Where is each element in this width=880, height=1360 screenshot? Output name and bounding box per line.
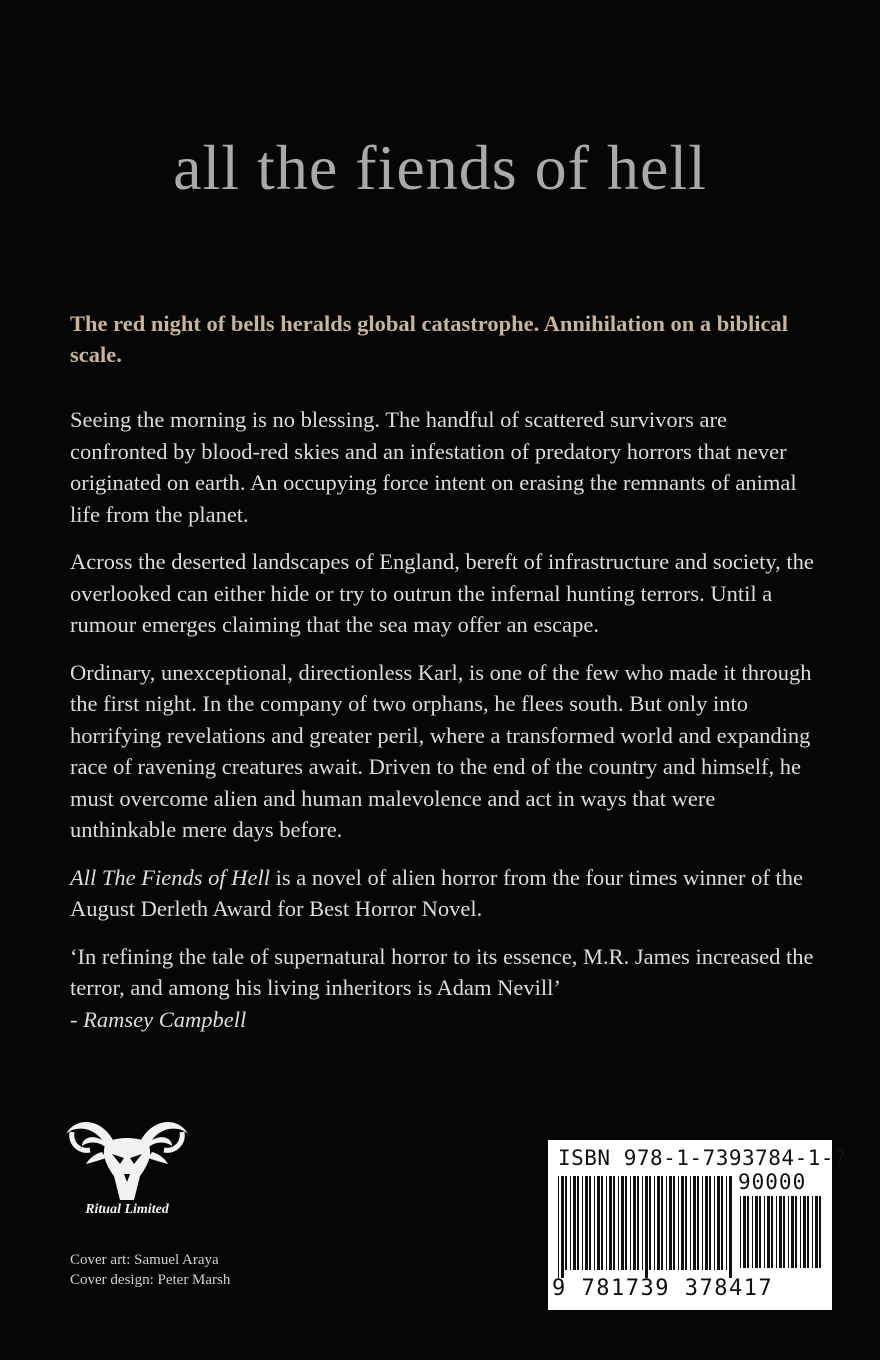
award-book-title: All The Fiends of Hell: [70, 864, 270, 890]
isbn-label: ISBN 978-1-7393784-1-7: [558, 1146, 848, 1170]
publisher-name: Ritual Limited: [85, 1202, 169, 1217]
quote-text: ‘In refining the tale of supernatural horror to its essence, M.R. James increased the terror, and among his living inheritors is Adam Nevill’: [70, 943, 814, 1000]
book-title: all the fiends of hell: [173, 132, 707, 203]
award-paragraph: [70, 862, 814, 925]
blurb-paragraph: Across the deserted landscapes of England, bereft of infrastructure and society, the overlooked can either hide or try to outrun the infernal hunting terrors. Until a rumour emerges claiming that the sea may offer an escape.: [70, 549, 814, 637]
blurb-paragraph: Seeing the morning is no blessing. The handful of scattered survivors are confronted by blood-red skies and an infestation of predatory horrors that never originated on earth. An occupying force intent on erasing the remnants of animal life from the planet.: [70, 407, 797, 527]
addon-barcode-bars-icon: [740, 1196, 822, 1276]
blurb: [70, 308, 814, 1035]
price-addon: 90000: [738, 1170, 807, 1194]
cover-art-credit: Cover art: Samuel Araya: [70, 1252, 219, 1268]
award-text: is a novel of alien horror from the four times winner of the August Derleth Award for Best Horror Novel.: [70, 864, 803, 921]
barcode-bars-icon: [558, 1176, 734, 1278]
ean-digits: 9 781739 378417: [552, 1276, 774, 1301]
blurb-paragraph: Ordinary, unexceptional, directionless Karl, is one of the few who made it through the first night. In the company of two orphans, he flees south. But only into horrifying revelations and greater peril, where a transformed world and expanding race of ravening creatures await. Driven to the end of the country and himself, he must overcome alien and human malevolence and act in ways that were unthinkable mere days before.: [70, 659, 812, 842]
isbn-barcode: [548, 1140, 848, 1310]
credits: [70, 1250, 230, 1290]
cover-design-credit: Cover design: Peter Marsh: [70, 1272, 231, 1288]
review-quote: [70, 941, 814, 1036]
blurb-lead: The red night of bells heralds global catastrophe. Annihilation on a biblical scale.: [70, 311, 789, 367]
quote-attribution: - Ramsey Campbell: [70, 1006, 247, 1032]
